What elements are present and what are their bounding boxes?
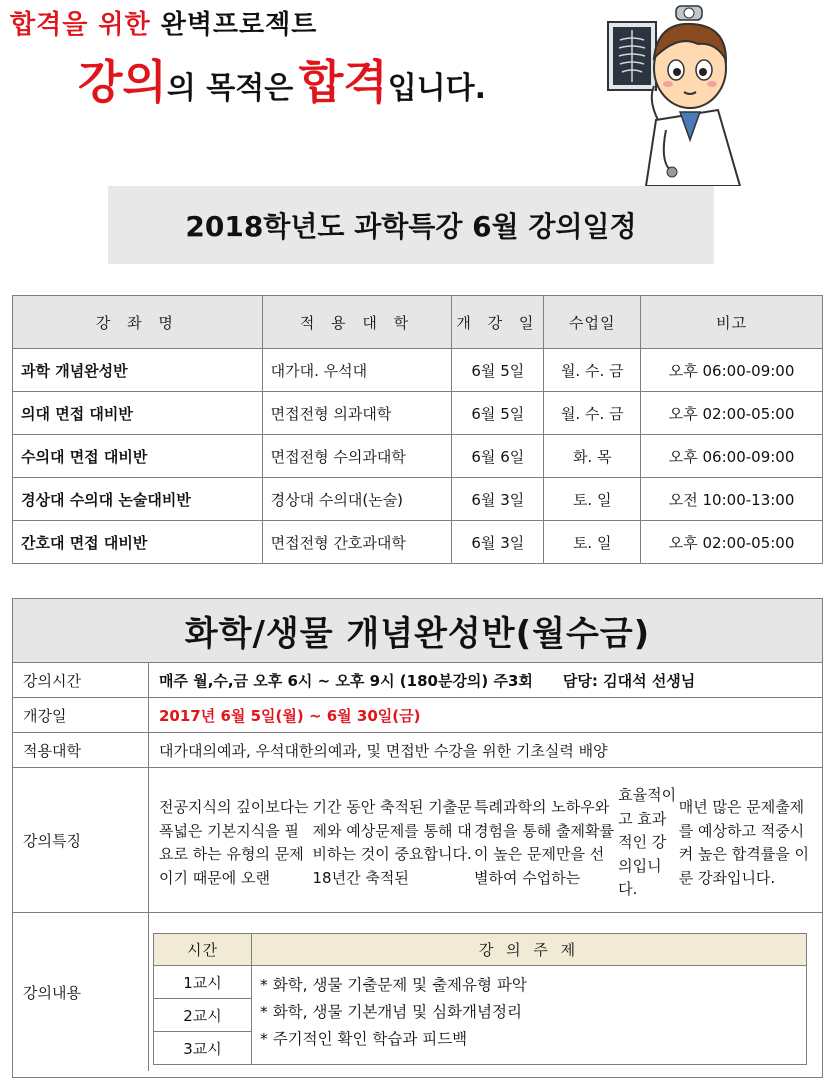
course-start-row: [13, 698, 822, 733]
topic-list: [252, 966, 807, 1065]
feature-line: 전공지식의 깊이보다는 폭넓은 기본지식을 필요로 하는 유형의 문제이기 때문에 오랜: [159, 798, 309, 887]
content-header-row: [154, 934, 807, 966]
start-date: 6월 5일: [452, 349, 544, 392]
hero-slogan: [78, 46, 486, 112]
course-name: 간호대 면접 대비반: [13, 521, 263, 564]
schedule-banner: [108, 186, 714, 264]
note: 오후 02:00-05:00: [641, 521, 823, 564]
content-label: 강의내용: [13, 913, 149, 1071]
course-detail-box: [12, 598, 823, 1078]
hero-slogan-text1: 의 목적은: [166, 71, 294, 106]
course-name: 의대 면접 대비반: [13, 392, 263, 435]
hero-headline-black: 완벽프로젝트: [160, 10, 318, 40]
doctor-mascot-icon: [598, 0, 748, 186]
schedule-table: [12, 295, 823, 564]
content-table: [153, 933, 807, 1065]
period: 2교시: [154, 999, 252, 1032]
university: 면접전형 의과대학: [262, 392, 452, 435]
col-university: 적 용 대 학: [262, 296, 452, 349]
col-start-date: 개 강 일: [452, 296, 544, 349]
start-date: 6월 6일: [452, 435, 544, 478]
time-value: 매주 월,수,금 오후 6시 ~ 오후 9시 (180분강의) 주3회: [159, 671, 533, 690]
hero-headline-red: 합격을 위한: [10, 10, 151, 40]
table-row: [13, 435, 823, 478]
course-name: 수의대 면접 대비반: [13, 435, 263, 478]
table-row: [13, 349, 823, 392]
course-name: 경상대 수의대 논술대비반: [13, 478, 263, 521]
hero-slogan-word2: 합격: [298, 55, 388, 109]
time-label: 강의시간: [13, 663, 149, 697]
feature-text: [149, 768, 822, 912]
course-content-row: [13, 913, 822, 1071]
start-date: 6월 3일: [452, 478, 544, 521]
list-item: * 화학, 생물 기출문제 및 출제유형 파악: [260, 972, 806, 999]
course-name: 과학 개념완성반: [13, 349, 263, 392]
feature-label: 강의특징: [13, 768, 149, 912]
target-label: 적용대학: [13, 733, 149, 767]
period: 3교시: [154, 1032, 252, 1065]
table-row: [154, 966, 807, 999]
note: 오후 06:00-09:00: [641, 349, 823, 392]
note: 오후 02:00-05:00: [641, 392, 823, 435]
col-note: 비고: [641, 296, 823, 349]
university: 면접전형 간호과대학: [262, 521, 452, 564]
university: 면접전형 수의과대학: [262, 435, 452, 478]
class-days: 화. 목: [544, 435, 641, 478]
table-row: [13, 521, 823, 564]
hero-slogan-text2: 입니다.: [387, 71, 487, 106]
course-title: 화학/생물 개념완성반(월수금): [13, 599, 822, 663]
class-days: 토. 일: [544, 521, 641, 564]
target-value: 대가대의예과, 우석대한의예과, 및 면접반 수강을 위한 기초실력 배양: [159, 741, 608, 760]
start-label: 개강일: [13, 698, 149, 732]
start-value: 2017년 6월 5일(월) ~ 6월 30일(금): [159, 706, 421, 725]
feature-line: 기간 동안 축적된 기출문제와 예상문제를 통해 대비하는 것이 중요합니다. 18년간 축적된: [312, 798, 472, 887]
table-row: [13, 478, 823, 521]
hero-headline: [10, 4, 317, 41]
col-topic: 강 의 주 제: [252, 934, 807, 966]
class-days: 월. 수. 금: [544, 392, 641, 435]
start-date: 6월 5일: [452, 392, 544, 435]
feature-line: 특례과학의 노하우와 경험을 통해 출제확률이 높은 문제만을 선별하여 수업하는: [474, 798, 614, 887]
list-item: * 화학, 생물 기본개념 및 심화개념정리: [260, 999, 806, 1026]
note: 오전 10:00-13:00: [641, 478, 823, 521]
course-target-row: [13, 733, 822, 768]
start-date: 6월 3일: [452, 521, 544, 564]
feature-line: 효율적이고 효과적인 강의입니다.: [618, 786, 677, 899]
course-time-row: [13, 663, 822, 698]
note: 오후 06:00-09:00: [641, 435, 823, 478]
teacher-name: 담당: 김대석 선생님: [562, 671, 696, 690]
col-course-name: 강 좌 명: [13, 296, 263, 349]
course-feature-row: [13, 768, 822, 913]
university: 대가대. 우석대: [262, 349, 452, 392]
university: 경상대 수의대(논술): [262, 478, 452, 521]
col-class-days: 수업일: [544, 296, 641, 349]
class-days: 토. 일: [544, 478, 641, 521]
table-row: [13, 392, 823, 435]
time-value-cell: [149, 663, 822, 697]
banner-title: 2018학년도 과학특강 6월 강의일정: [185, 210, 637, 243]
hero-slogan-word1: 강의: [78, 55, 167, 109]
list-item: * 주기적인 확인 학습과 피드백: [260, 1026, 806, 1053]
col-period: 시간: [154, 934, 252, 966]
period: 1교시: [154, 966, 252, 999]
class-days: 월. 수. 금: [544, 349, 641, 392]
feature-line: 매년 많은 문제출제를 예상하고 적중시켜 높은 합격률을 이룬 강좌입니다.: [678, 798, 809, 887]
schedule-header-row: [13, 296, 823, 349]
